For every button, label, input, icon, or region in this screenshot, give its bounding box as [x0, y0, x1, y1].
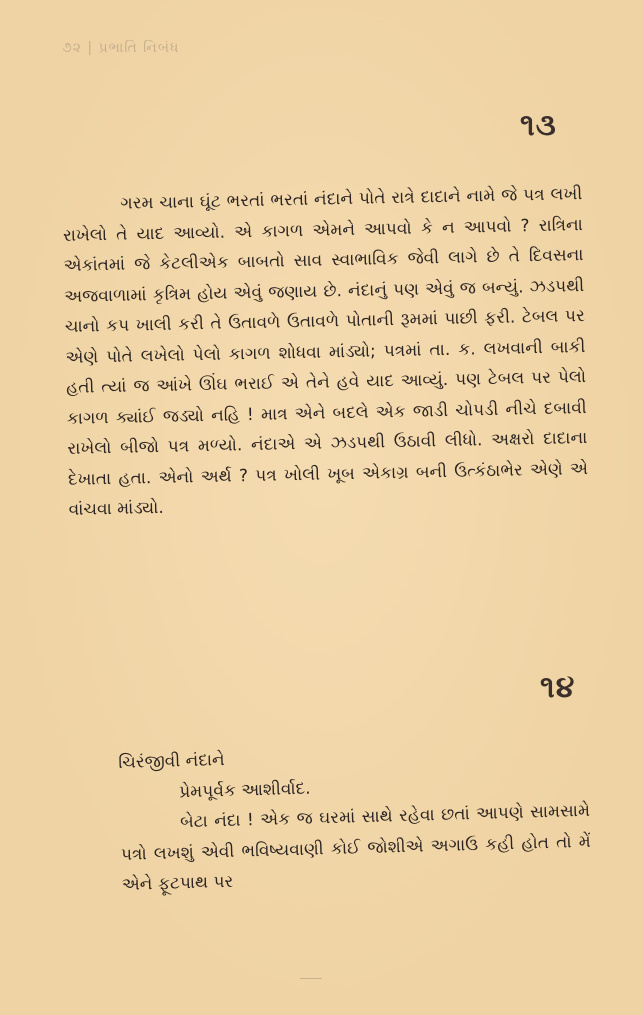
- letter-body: બેટા નંદા ! એક જ ઘરમાં સાથે રહેવા છતાં આપણે સામસામે પત્રો લખશું એવી ભવિષ્યવાણી કોઈ જોશીએ અગાઉ કહી હોત તો મેં એને ફૂટપાથ પર: [120, 800, 592, 895]
- running-header: ૭૨ | પ્રભાતિ નિબંધ: [62, 40, 180, 56]
- letter-block: [118, 735, 592, 901]
- letter-salutation: ચિરંજીવી નંદાને: [118, 750, 225, 773]
- bottom-divider-mark: [300, 978, 322, 979]
- section-number-14: ૧૪: [540, 670, 576, 705]
- section-13-paragraph: ગરમ ચાના ઘૂંટ ભરતાં ભરતાં નંદાને પોતે રાત્રે દાદાને નામે જે પત્ર લખી રાખેલો તે યાદ આવ્યો. એ કાગળ એમને આપવો કે ન આપવો ? રાત્રિના એકાંતમાં જે કેટલીએક બાબતો સાવ સ્વાભાવિક જેવી લાગે છે તે દિવસના અજવાળામાં કૃત્રિમ હોય એવું જણાય છે. નંદાનું પણ એવું જ બન્યું. ઝડપથી ચાનો કપ ખાલી કરી તે ઉતાવળે ઉતાવળે પોતાની રૂમમાં પાછી ફરી. ટેબલ પર એણે પોતે લખેલો પેલો કાગળ શોધવા માંડ્યો; પત્રમાં તા. ક. લખવાની બાકી હતી ત્યાં જ આંખે ઊંઘ ભરાઈ એ તેને હવે યાદ આવ્યું. પણ ટેબલ પર પેલો કાગળ ક્યાંઈ જડ્યો નહિ ! માત્ર એને બદલે એક જાડી ચોપડી નીચે દબાવી રાખેલો બીજો પત્ર મળ્યો. નંદાએ એ ઝડપથી ઉઠાવી લીધો. અક્ષરો દાદાના દેખાતા હતા. એનો અર્થ ? પત્ર ખોલી ખૂબ એકાગ્ર બની ઉત્કંઠાભેર એણે એ વાંચવા માંડ્યો.: [62, 184, 589, 520]
- letter-greeting: પ્રેમપૂર્વક આશીર્વાદ.: [178, 778, 311, 802]
- section-number-13: ૧૩: [520, 108, 557, 143]
